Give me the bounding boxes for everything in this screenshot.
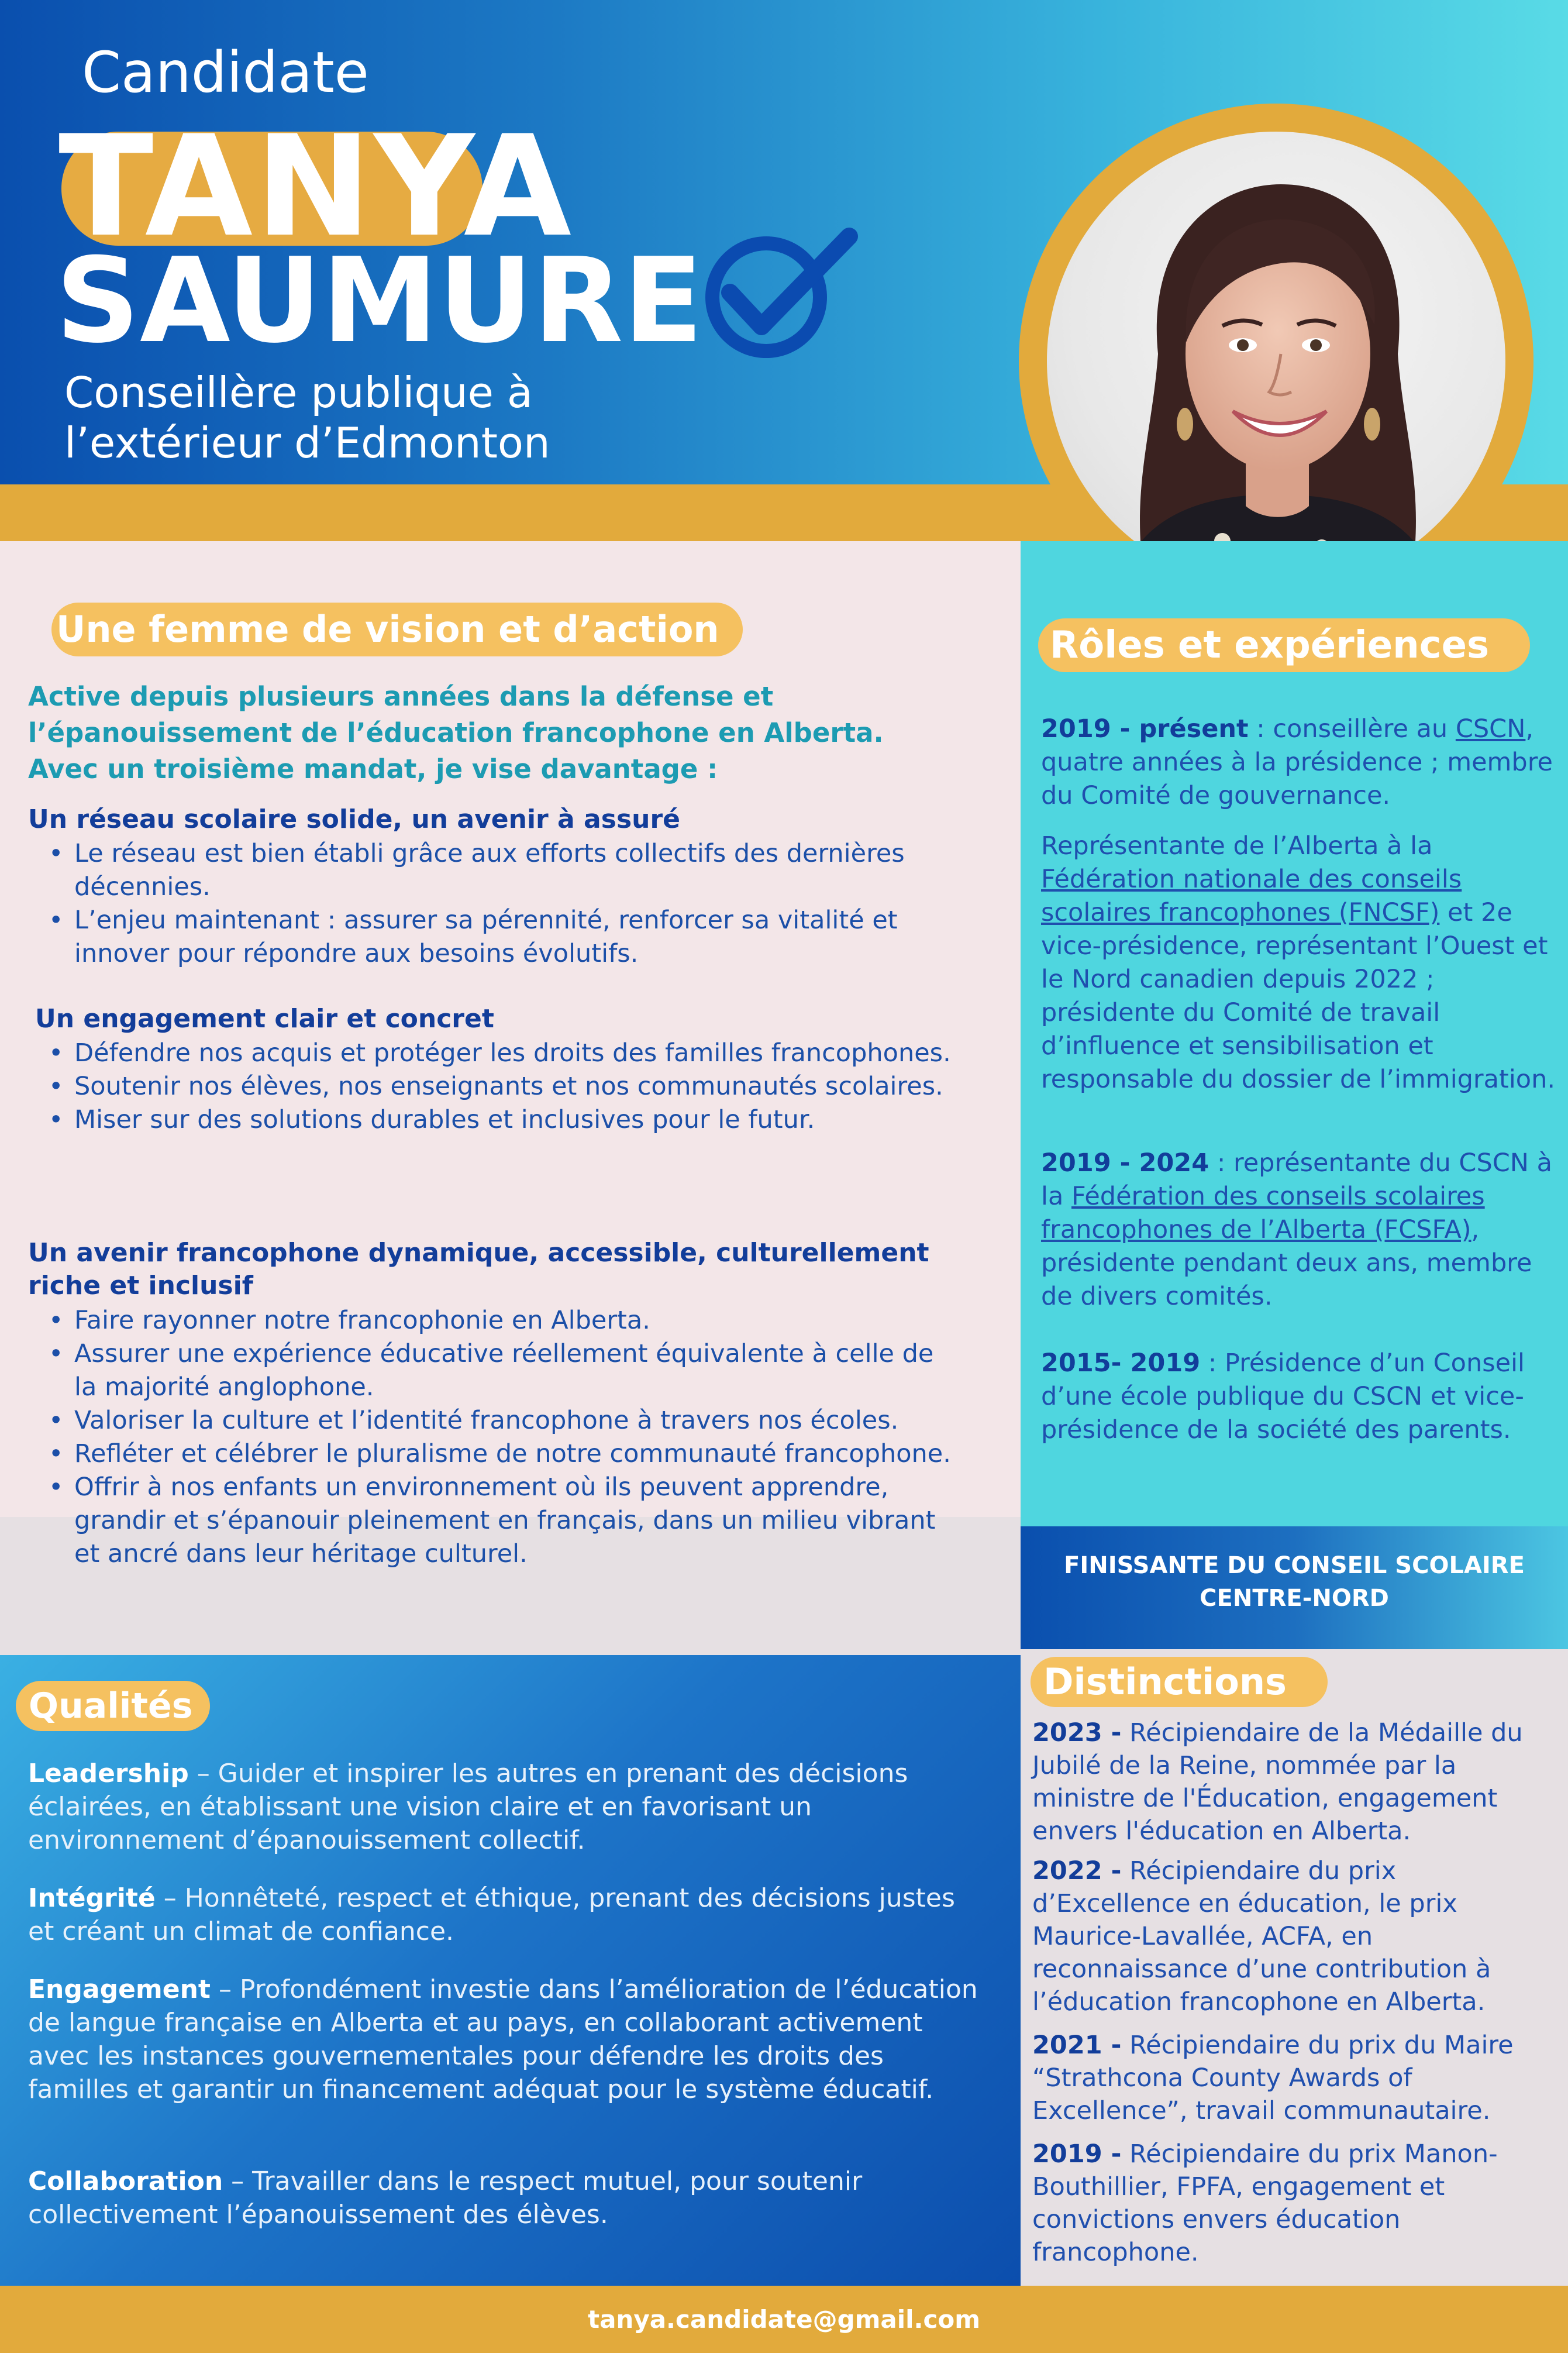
vision-intro: Active depuis plusieurs années dans la défense et l’épanouissement de l’éducation francophone en Alberta. Avec un troisième mandat, je vise davantage :: [28, 681, 884, 785]
bullet-list-engagement: [44, 1037, 956, 1137]
vision-section-title: Une femme de vision et d’action: [51, 603, 743, 656]
distinction-entry: 2021 - Récipiendaire du prix du Maire “Strathcona County Awards of Excellence”, travail communautaire.: [1032, 2031, 1514, 2125]
distinction-entry: 2023 - Récipiendaire de la Médaille du Jubilé de la Reine, nommée par la ministre de l'Éducation, engagement envers l'éducation en Alberta.: [1032, 1718, 1523, 1846]
qualities-section-title: Qualités: [16, 1681, 210, 1731]
role-line-1: Conseillère publique à: [64, 368, 533, 417]
quality-entry: Leadership – Guider et inspirer les autres en prenant des décisions éclairées, en établissant une vision claire et en favorisant un environnement d’épanouissement collectif.: [28, 1759, 908, 1855]
fncsf-link[interactable]: Fédération nationale des conseils scolaires francophones (FNCSF): [1041, 865, 1462, 927]
list-item: • Défendre nos acquis et protéger les droits des familles francophones.: [44, 1037, 956, 1070]
graduate-text: FINISSANTE DU CONSEIL SCOLAIRE CENTRE-NORD: [1064, 1552, 1525, 1612]
fcsfa-link[interactable]: Fédération des conseils scolaires francophones de l’Alberta (FCSFA): [1041, 1182, 1485, 1244]
bullet-list-future: [44, 1304, 956, 1571]
bullet-list-network: [44, 837, 956, 971]
list-item: • Le réseau est bien établi grâce aux efforts collectifs des dernières décennies.: [44, 837, 956, 904]
portrait-illustration: [1047, 132, 1505, 590]
list-item: • Refléter et célébrer le pluralisme de notre communauté francophone.: [44, 1437, 956, 1471]
role-year: 2019 - présent: [1041, 714, 1249, 744]
list-item: • Valoriser la culture et l’identité francophone à travers nos écoles.: [44, 1404, 956, 1437]
role-entry: 2019 - présent : conseillère au CSCN, quatre années à la présidence ; membre du Comité de gouvernance.: [1041, 714, 1553, 810]
section-heading-future: Un avenir francophone dynamique, accessible, culturellement riche et inclusif: [28, 1238, 929, 1301]
section-heading-network: Un réseau scolaire solide, un avenir à assuré: [28, 804, 680, 834]
quality-entry: Engagement – Profondément investie dans l’amélioration de l’éducation de langue française en Alberta et au pays, en collaborant activement avec les instances gouvernementales pour défendre les droits des familles et garantir un financement adéquat pour le système éducatif.: [28, 1974, 978, 2104]
quality-entry: Collaboration – Travailler dans le respect mutuel, pour soutenir collectivement l’épanouissement des élèves.: [28, 2166, 863, 2230]
role-entry: 2015- 2019 : Présidence d’un Conseil d’une école publique du CSCN et vice-présidence de la société des parents.: [1041, 1348, 1525, 1444]
check-circle-icon: [696, 222, 860, 363]
first-name: TANYA: [58, 106, 574, 268]
list-item: • Miser sur des solutions durables et inclusives pour le futur.: [44, 1103, 956, 1137]
distinction-entry: 2022 - Récipiendaire du prix d’Excellence en éducation, le prix Maurice-Lavallée, ACFA, en reconnaissance d’une contribution à l’éducation francophone en Alberta.: [1032, 1856, 1491, 2017]
cscn-link[interactable]: CSCN: [1455, 714, 1526, 744]
quality-entry: Intégrité – Honnêteté, respect et éthique, prenant des décisions justes et créant un climat de confiance.: [28, 1883, 955, 1946]
list-item: • Soutenir nos élèves, nos enseignants et nos communautés scolaires.: [44, 1070, 956, 1103]
list-item: • Assurer une expérience éducative réellement équivalente à celle de la majorité anglophone.: [44, 1337, 956, 1404]
section-heading-engagement: Un engagement clair et concret: [35, 1004, 494, 1034]
list-item: • L’enjeu maintenant : assurer sa pérennité, renforcer sa vitalité et innover pour répondre aux besoins évolutifs.: [44, 904, 956, 971]
candidate-role: [64, 367, 550, 468]
distinctions-section-title: Distinctions: [1031, 1657, 1328, 1707]
role-entry: Représentante de l’Alberta à la Fédération nationale des conseils scolaires francophones (FNCSF) et 2e vice-présidence, représentant l’Ouest et le Nord canadien depuis 2022 ; présidente du Comité de travail d’influence et sensibilisation et responsable du dossier de l’immigration.: [1041, 831, 1556, 1094]
role-line-2: l’extérieur d’Edmonton: [64, 418, 550, 467]
last-name: SAUMURE: [56, 233, 704, 369]
role-entry: 2019 - 2024 : représentante du CSCN à la Fédération des conseils scolaires francophones de l’Alberta (FCSFA), présidente pendant deux ans, membre de divers comités.: [1041, 1148, 1552, 1311]
candidate-label: Candidate: [82, 40, 369, 105]
role-year: 2019 - 2024: [1041, 1148, 1209, 1178]
list-item: • Offrir à nos enfants un environnement où ils peuvent apprendre, grandir et s’épanouir pleinement en français, dans un milieu vibrant et ancré dans leur héritage culturel.: [44, 1471, 956, 1571]
roles-section-title: Rôles et expériences: [1038, 618, 1530, 672]
list-item: • Faire rayonner notre francophonie en Alberta.: [44, 1304, 956, 1337]
role-year: 2015- 2019: [1041, 1348, 1201, 1378]
distinction-entry: 2019 - Récipiendaire du prix Manon-Bouthillier, FPFA, engagement et convictions envers éducation francophone.: [1032, 2139, 1498, 2267]
candidate-photo: [1047, 132, 1505, 590]
contact-email-link[interactable]: tanya.candidate@gmail.com: [588, 2305, 980, 2334]
